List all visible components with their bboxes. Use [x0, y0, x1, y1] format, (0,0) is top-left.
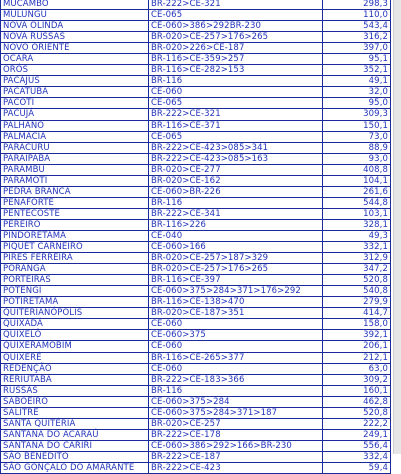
city-cell[interactable]: ORÓS: [1, 65, 149, 76]
city-cell[interactable]: QUITERIANÓPOLIS: [1, 308, 149, 319]
route-cell[interactable]: BR-116>226: [149, 219, 323, 230]
city-cell[interactable]: OCARA: [1, 54, 149, 65]
distance-cell[interactable]: 59,4: [323, 462, 391, 473]
route-cell[interactable]: BR-222>CE-321: [149, 109, 323, 120]
city-cell[interactable]: QUIXERÉ: [1, 352, 149, 363]
city-cell[interactable]: PORANGA: [1, 264, 149, 275]
city-cell[interactable]: SÃO GONÇALO DO AMARANTE: [1, 462, 149, 473]
route-cell[interactable]: BR-222>CE-321: [149, 0, 323, 10]
table-row: [1, 153, 391, 164]
distance-cell[interactable]: 63,0: [323, 363, 391, 374]
city-cell[interactable]: MUCAMBO: [1, 0, 149, 10]
distance-cell[interactable]: 316,2: [323, 32, 391, 43]
table-row: [1, 164, 391, 175]
city-cell[interactable]: POTENGI: [1, 286, 149, 297]
table-row: [1, 54, 391, 65]
distance-cell[interactable]: 392,1: [323, 330, 391, 341]
city-cell[interactable]: QUIXERAMOBIM: [1, 341, 149, 352]
table-row: [1, 374, 391, 385]
city-cell[interactable]: PINDORETAMA: [1, 230, 149, 241]
table-row: [1, 32, 391, 43]
route-cell[interactable]: CE-060>375>284: [149, 396, 323, 407]
route-cell[interactable]: CE-065: [149, 98, 323, 109]
table-row: [1, 197, 391, 208]
city-cell[interactable]: PARAIPABA: [1, 153, 149, 164]
route-cell[interactable]: BR-020>226>CE-187: [149, 43, 323, 54]
city-cell[interactable]: POTIRETAMA: [1, 297, 149, 308]
city-cell[interactable]: PACUJÁ: [1, 109, 149, 120]
distance-cell[interactable]: 332,4: [323, 451, 391, 462]
table-row: [1, 297, 391, 308]
table-row: [1, 429, 391, 440]
table-row: [1, 253, 391, 264]
city-cell[interactable]: SANTANA DO ACARAÚ: [1, 429, 149, 440]
distance-cell[interactable]: 540,8: [323, 286, 391, 297]
city-cell[interactable]: PARAMOTI: [1, 175, 149, 186]
city-cell[interactable]: PACATUBA: [1, 87, 149, 98]
route-cell[interactable]: BR-116: [149, 197, 323, 208]
table-row: [1, 87, 391, 98]
city-cell[interactable]: RERIUTABA: [1, 374, 149, 385]
route-cell[interactable]: BR-020>CE-257: [149, 418, 323, 429]
city-cell[interactable]: PARAMBU: [1, 164, 149, 175]
route-cell[interactable]: BR-222>CE-183>366: [149, 374, 323, 385]
distance-cell[interactable]: 103,1: [323, 208, 391, 219]
city-cell[interactable]: PEREIRO: [1, 219, 149, 230]
table-row: [1, 186, 391, 197]
table-row: [1, 330, 391, 341]
city-cell[interactable]: PENAFORTE: [1, 197, 149, 208]
table-row: [1, 418, 391, 429]
distance-cell[interactable]: 95,1: [323, 54, 391, 65]
table-row: [1, 275, 391, 286]
route-cell[interactable]: BR-222>CE-423>085>163: [149, 153, 323, 164]
distance-cell[interactable]: 206,1: [323, 341, 391, 352]
distance-cell[interactable]: 328,1: [323, 219, 391, 230]
route-cell[interactable]: BR-020>CE-162: [149, 175, 323, 186]
table-row: [1, 308, 391, 319]
table-row: [1, 10, 391, 21]
route-cell[interactable]: BR-116>CE-282>153: [149, 65, 323, 76]
distance-cell[interactable]: 462,8: [323, 396, 391, 407]
distance-cell[interactable]: 309,3: [323, 109, 391, 120]
route-cell[interactable]: CE-060: [149, 363, 323, 374]
route-cell[interactable]: CE-060>375: [149, 330, 323, 341]
table-row: [1, 286, 391, 297]
city-cell[interactable]: PIRES FERREIRA: [1, 253, 149, 264]
table-row: [1, 407, 391, 418]
distance-cell[interactable]: 110,0: [323, 10, 391, 21]
city-cell[interactable]: PACAJUS: [1, 76, 149, 87]
city-cell[interactable]: QUIXADÁ: [1, 319, 149, 330]
table-row: [1, 242, 391, 253]
route-cell[interactable]: BR-020>CE-257>187>329: [149, 253, 323, 264]
table-row: [1, 363, 391, 374]
distance-cell[interactable]: 249,1: [323, 429, 391, 440]
route-cell[interactable]: BR-222>CE-423: [149, 462, 323, 473]
table-row: [1, 264, 391, 275]
route-cell[interactable]: CE-060>375>284>371>176>292: [149, 286, 323, 297]
city-cell[interactable]: QUIXELÔ: [1, 330, 149, 341]
distance-cell[interactable]: 332,1: [323, 242, 391, 253]
route-cell[interactable]: CE-060: [149, 341, 323, 352]
route-cell[interactable]: BR-222>CE-187: [149, 451, 323, 462]
route-cell[interactable]: CE-065: [149, 10, 323, 21]
distance-cell[interactable]: 32,0: [323, 87, 391, 98]
table-row: [1, 352, 391, 363]
distance-cell[interactable]: 544,8: [323, 197, 391, 208]
distance-cell[interactable]: 352,1: [323, 65, 391, 76]
route-cell[interactable]: BR-116: [149, 385, 323, 396]
vertical-scrollbar[interactable]: [393, 0, 401, 454]
table-row: [1, 142, 391, 153]
city-cell[interactable]: PORTEIRAS: [1, 275, 149, 286]
city-cell[interactable]: NOVA OLINDA: [1, 21, 149, 32]
table-row: [1, 131, 391, 142]
route-cell[interactable]: CE-060>386>292>166>BR-230: [149, 440, 323, 451]
table-row: [1, 76, 391, 87]
city-cell[interactable]: SÃO BENEDITO: [1, 451, 149, 462]
table-row: [1, 0, 391, 10]
distance-cell[interactable]: 397,0: [323, 43, 391, 54]
route-cell[interactable]: BR-116>CE-397: [149, 275, 323, 286]
route-cell[interactable]: BR-222>CE-423>085>341: [149, 142, 323, 153]
city-cell[interactable]: SANTA QUITÉRIA: [1, 418, 149, 429]
distance-cell[interactable]: 49,3: [323, 230, 391, 241]
table-row: [1, 175, 391, 186]
distance-cell[interactable]: 414,7: [323, 308, 391, 319]
city-cell[interactable]: MULUNGU: [1, 10, 149, 21]
distance-cell[interactable]: 73,0: [323, 131, 391, 142]
distance-cell[interactable]: 93,0: [323, 153, 391, 164]
distance-cell[interactable]: 49,1: [323, 76, 391, 87]
table-row: [1, 109, 391, 120]
route-cell[interactable]: BR-116>CE-138>470: [149, 297, 323, 308]
distance-cell[interactable]: 556,4: [323, 440, 391, 451]
route-cell[interactable]: BR-020>CE-257>176>265: [149, 32, 323, 43]
distance-cell[interactable]: 309,2: [323, 374, 391, 385]
distance-cell[interactable]: 261,6: [323, 186, 391, 197]
table-row: [1, 341, 391, 352]
distance-cell[interactable]: 104,1: [323, 175, 391, 186]
table-row: [1, 440, 391, 451]
city-cell[interactable]: NOVO ORIENTE: [1, 43, 149, 54]
distance-cell[interactable]: 408,8: [323, 164, 391, 175]
table-row: [1, 219, 391, 230]
city-cell[interactable]: NOVA RUSSAS: [1, 32, 149, 43]
route-cell[interactable]: BR-222>CE-178: [149, 429, 323, 440]
distance-cell[interactable]: 158,0: [323, 319, 391, 330]
table-row: [1, 208, 391, 219]
distance-cell[interactable]: 298,3: [323, 0, 391, 10]
distance-cell[interactable]: 279,9: [323, 297, 391, 308]
city-cell[interactable]: PENTECOSTE: [1, 208, 149, 219]
distance-cell[interactable]: 212,1: [323, 352, 391, 363]
route-cell[interactable]: BR-116>CE-265>377: [149, 352, 323, 363]
route-cell[interactable]: CE-065: [149, 131, 323, 142]
route-cell[interactable]: CE-040: [149, 230, 323, 241]
table-row: [1, 21, 391, 32]
route-cell[interactable]: CE-060>375>284>371>187: [149, 407, 323, 418]
city-cell[interactable]: PARACURU: [1, 142, 149, 153]
table-row: [1, 65, 391, 76]
route-cell[interactable]: BR-020>CE-277: [149, 164, 323, 175]
table-row: [1, 385, 391, 396]
route-cell[interactable]: CE-060>166: [149, 242, 323, 253]
route-cell[interactable]: BR-116: [149, 76, 323, 87]
distance-table-body: [1, 0, 391, 474]
distance-cell[interactable]: 150,1: [323, 120, 391, 131]
route-cell[interactable]: CE-060>386>292BR-230: [149, 21, 323, 32]
table-row: [1, 319, 391, 330]
table-row: [1, 462, 391, 473]
table-row: [1, 230, 391, 241]
route-cell[interactable]: CE-060: [149, 319, 323, 330]
distance-cell[interactable]: 312,9: [323, 253, 391, 264]
distance-cell[interactable]: 160,1: [323, 385, 391, 396]
route-cell[interactable]: BR-222>CE-341: [149, 208, 323, 219]
city-cell[interactable]: REDENÇÃO: [1, 363, 149, 374]
route-cell[interactable]: BR-116>CE-371: [149, 120, 323, 131]
city-cell[interactable]: PACOTI: [1, 98, 149, 109]
distance-cell[interactable]: 520,8: [323, 407, 391, 418]
route-cell[interactable]: BR-020>CE-187>351: [149, 308, 323, 319]
city-cell[interactable]: PALMÁCIA: [1, 131, 149, 142]
table-row: [1, 396, 391, 407]
city-cell[interactable]: SABOEIRO: [1, 396, 149, 407]
city-cell[interactable]: PIQUET CARNEIRO: [1, 242, 149, 253]
city-cell[interactable]: SALITRE: [1, 407, 149, 418]
distance-cell[interactable]: 222,2: [323, 418, 391, 429]
city-cell[interactable]: PALHANO: [1, 120, 149, 131]
route-cell[interactable]: CE-060: [149, 87, 323, 98]
distance-cell[interactable]: 347,2: [323, 264, 391, 275]
table-row: [1, 98, 391, 109]
city-cell[interactable]: RUSSAS: [1, 385, 149, 396]
distance-cell[interactable]: 95,0: [323, 98, 391, 109]
table-row: [1, 43, 391, 54]
distance-cell[interactable]: 520,8: [323, 275, 391, 286]
distance-cell[interactable]: 88,9: [323, 142, 391, 153]
route-cell[interactable]: CE-060>BR-226: [149, 186, 323, 197]
city-cell[interactable]: PEDRA BRANCA: [1, 186, 149, 197]
table-row: [1, 451, 391, 462]
route-cell[interactable]: BR-116>CE-359>257: [149, 54, 323, 65]
distance-cell[interactable]: 543,4: [323, 21, 391, 32]
city-cell[interactable]: SANTANA DO CARIRI: [1, 440, 149, 451]
table-row: [1, 120, 391, 131]
route-cell[interactable]: BR-020>CE-257>176>265: [149, 264, 323, 275]
